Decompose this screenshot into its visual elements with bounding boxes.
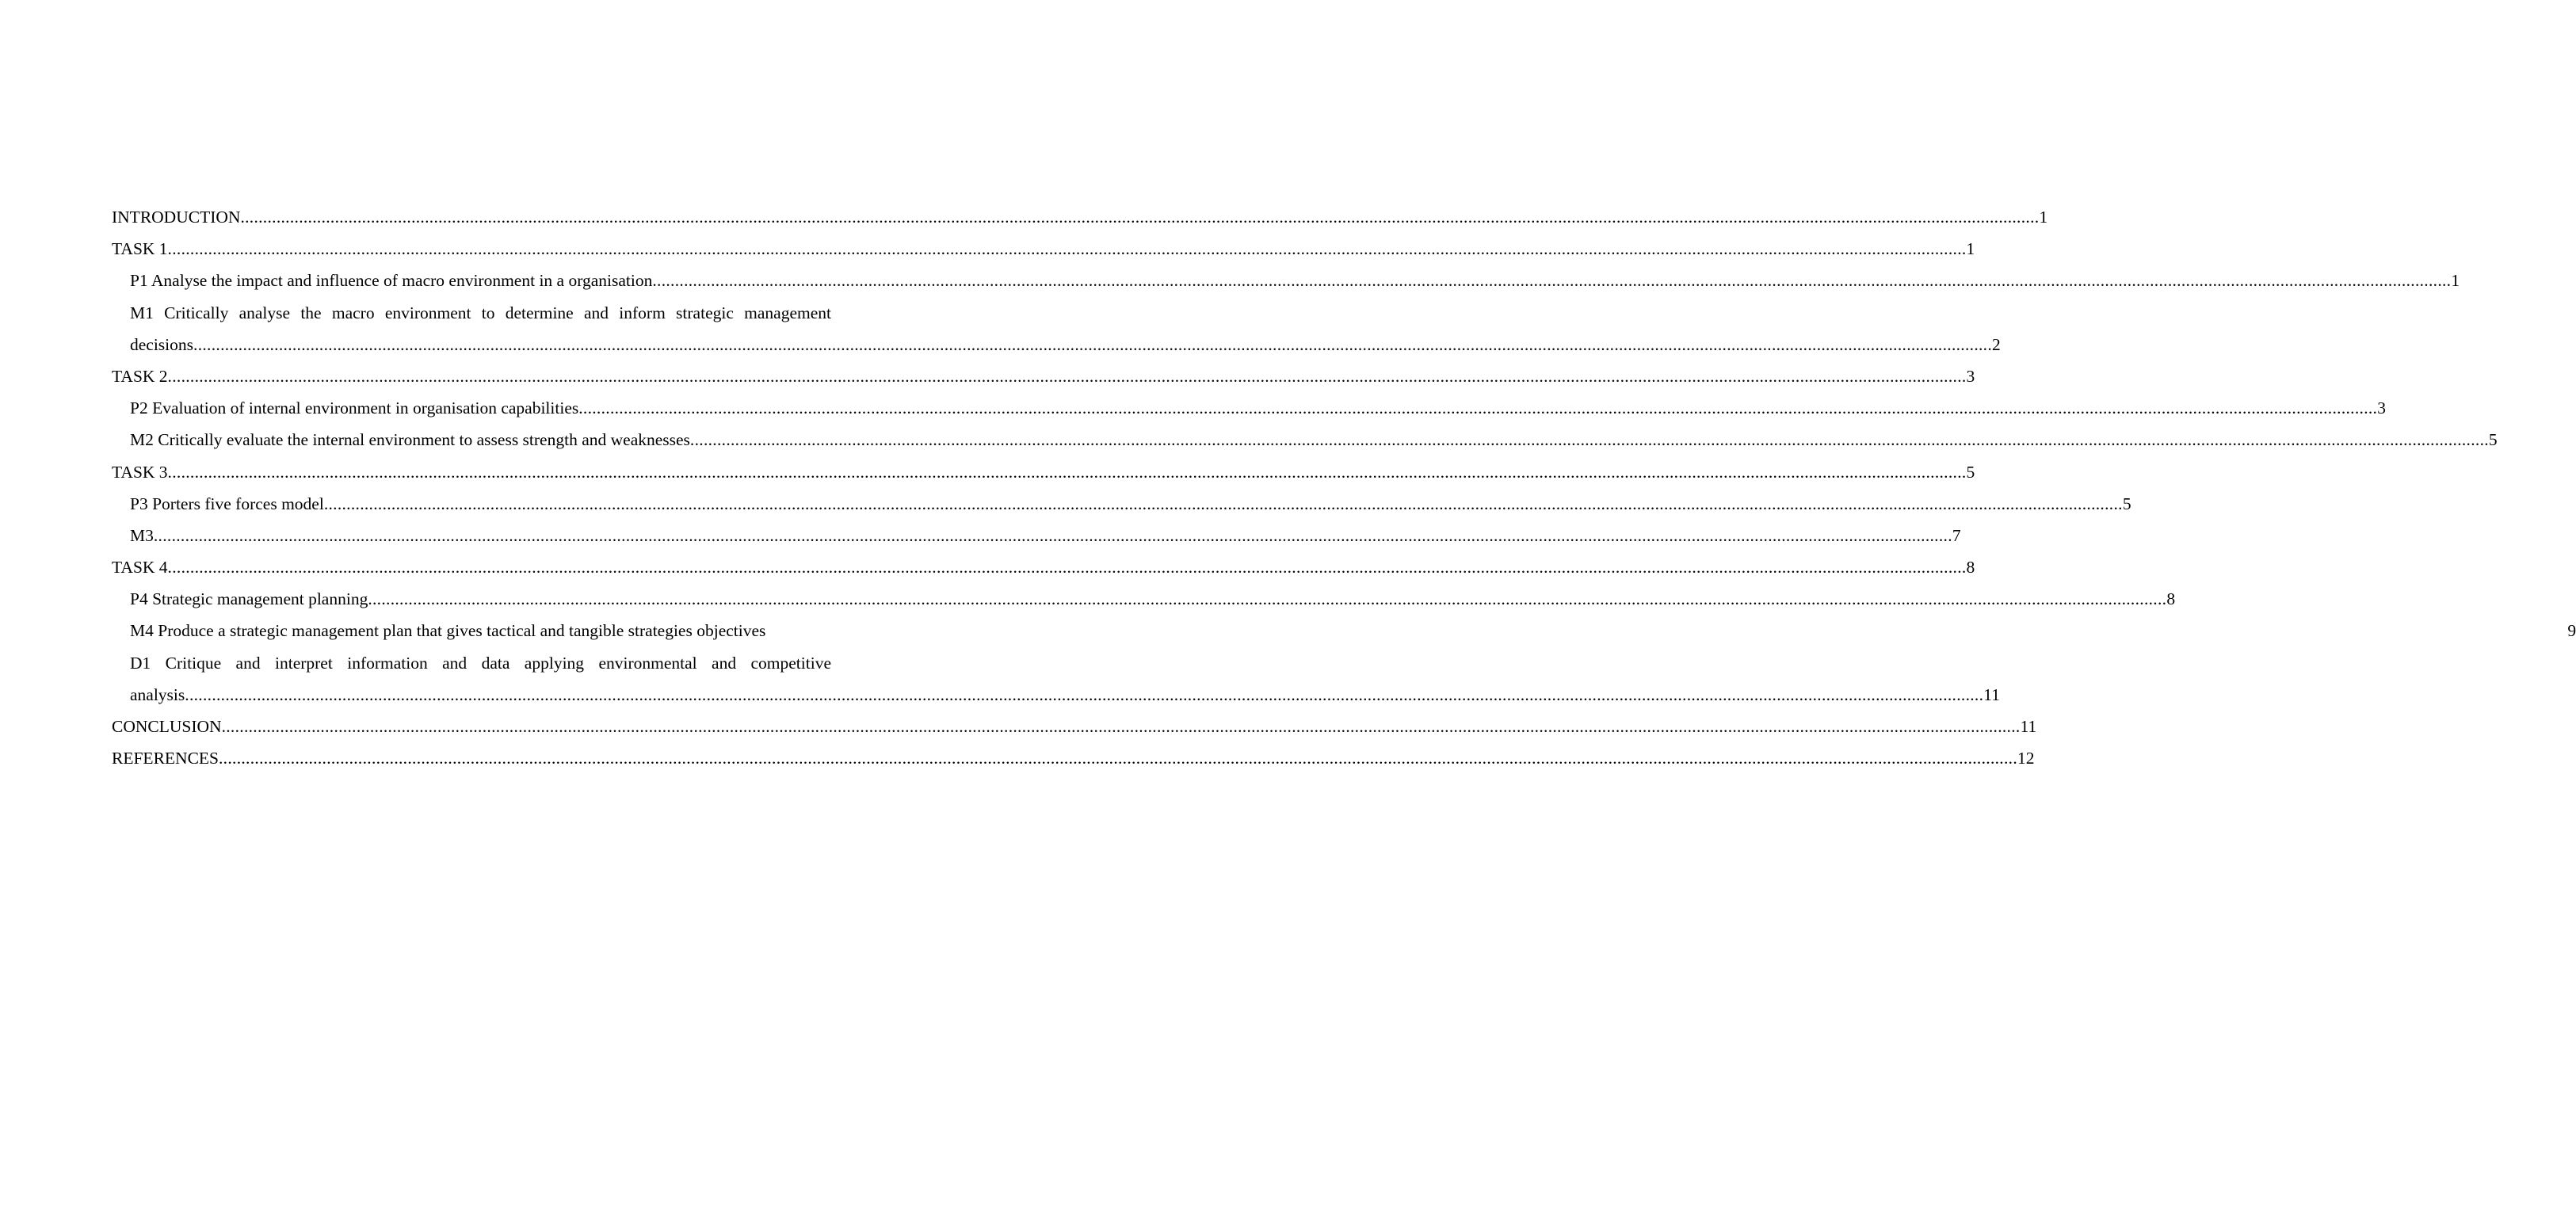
dot-leader: ................................................................................................................................................................................................................................................................................................................................................................................................................ [193, 334, 1993, 354]
dot-leader: ................................................................................................................................................................................................................................................................................................................................................................................................................ [689, 430, 2489, 450]
toc-entry-m4[interactable] [130, 615, 2576, 646]
dot-leader: ................................................................................................................................................................................................................................................................................................................................................................................................................ [578, 398, 2378, 418]
toc-entry-d1[interactable] [130, 679, 2000, 711]
toc-entry-m1[interactable] [130, 329, 2001, 360]
toc-entry-m3[interactable] [130, 520, 1961, 551]
toc-entry-task-1[interactable] [112, 233, 1975, 265]
toc-entry-page: 5 [2488, 430, 2498, 450]
toc-entry-page: 8 [2166, 589, 2176, 609]
toc-entry-title: TASK 1 [112, 239, 168, 259]
dot-leader: ................................................................................................................................................................................................................................................................................................................................................................................................................ [368, 589, 2167, 609]
toc-entry-page: 5 [2122, 494, 2131, 513]
toc-entry-p1[interactable] [130, 265, 2460, 296]
toc-entry-page: 11 [2020, 717, 2037, 736]
dot-leader: ................................................................................................................................................................................................................................................................................................................................................................................................................ [167, 558, 1967, 578]
toc-entry-introduction[interactable] [112, 201, 2048, 233]
toc-entry-task-2[interactable] [112, 360, 1975, 392]
toc-entry-title: M4 Produce a strategic management plan that gives tactical and tangible strategies objectives [130, 621, 766, 641]
toc-entry-page: 11 [1983, 684, 2000, 704]
toc-entry-page: 1 [2039, 208, 2048, 227]
toc-entry-d1-line1[interactable]: D1 Critique and interpret information and data applying environmental and competitive [130, 653, 831, 673]
dot-leader: ................................................................................................................................................................................................................................................................................................................................................................................................................ [219, 749, 2017, 768]
toc-entry-page: 1 [2451, 271, 2460, 291]
toc-entry-page: 2 [1992, 334, 2001, 354]
toc-entry-page: 1 [1966, 239, 1975, 259]
toc-entry-title: P1 Analyse the impact and influence of macro environment in a organisation [130, 271, 653, 291]
toc-entry-page: 8 [1966, 558, 1975, 578]
toc-entry-page: 7 [1952, 525, 1961, 545]
toc-entry-title: CONCLUSION [112, 717, 222, 736]
toc-entry-page: 3 [2377, 398, 2386, 418]
toc-entry-p2[interactable] [130, 392, 2386, 424]
toc-entry-conclusion[interactable] [112, 711, 2037, 742]
dot-leader: ................................................................................................................................................................................................................................................................................................................................................................................................................ [185, 684, 1984, 704]
toc-entry-title: TASK 3 [112, 462, 168, 482]
toc-entry-task-3[interactable] [112, 456, 1975, 488]
toc-entry-title: P4 Strategic management planning [130, 589, 368, 609]
toc-entry-page: 3 [1966, 366, 1975, 386]
toc-entry-title: decisions [130, 334, 194, 354]
toc-entry-page: 12 [2017, 749, 2035, 768]
toc-entry-m2[interactable] [130, 424, 2498, 456]
dot-leader: ................................................................................................................................................................................................................................................................................................................................................................................................................ [652, 271, 2452, 291]
toc-entry-p4[interactable] [130, 583, 2176, 615]
toc-entry-title: REFERENCES [112, 749, 219, 768]
dot-leader: ................................................................................................................................................................................................................................................................................................................................................................................................................ [221, 717, 2021, 736]
toc-entry-title: P3 Porters five forces model [130, 494, 324, 513]
toc-entry-title: M2 Critically evaluate the internal environment to assess strength and weaknesses [130, 430, 690, 450]
toc-entry-task-4[interactable] [112, 551, 1975, 583]
toc-entry-page: 5 [1966, 462, 1975, 482]
table-of-contents [112, 201, 2576, 774]
dot-leader: ................................................................................................................................................................................................................................................................................................................................................................................................................ [167, 239, 1967, 259]
dot-leader: ................................................................................................................................................................................................................................................................................................................................................................................................................ [240, 208, 2040, 227]
toc-entry-title: P2 Evaluation of internal environment in organisation capabilities [130, 398, 579, 418]
dot-leader: ................................................................................................................................................................................................................................................................................................................................................................................................................ [167, 462, 1967, 482]
toc-entry-title: TASK 2 [112, 366, 168, 386]
toc-entry-m1-line1[interactable]: M1 Critically analyse the macro environment to determine and inform strategic management [130, 303, 831, 322]
toc-entry-title: INTRODUCTION [112, 208, 241, 227]
dot-leader: ................................................................................................................................................................................................................................................................................................................................................................................................................ [153, 525, 1952, 545]
toc-entry-title: M3 [130, 525, 154, 545]
toc-entry-references[interactable] [112, 742, 2035, 774]
toc-entry-title: analysis [130, 684, 185, 704]
dot-leader: ................................................................................................................................................................................................................................................................................................................................................................................................................ [167, 366, 1967, 386]
toc-entry-p3[interactable] [130, 488, 2131, 520]
dot-leader: ................................................................................................................................................................................................................................................................................................................................................................................................................ [323, 494, 2123, 513]
toc-entry-page: 9 [2567, 621, 2576, 641]
toc-entry-title: TASK 4 [112, 558, 168, 578]
